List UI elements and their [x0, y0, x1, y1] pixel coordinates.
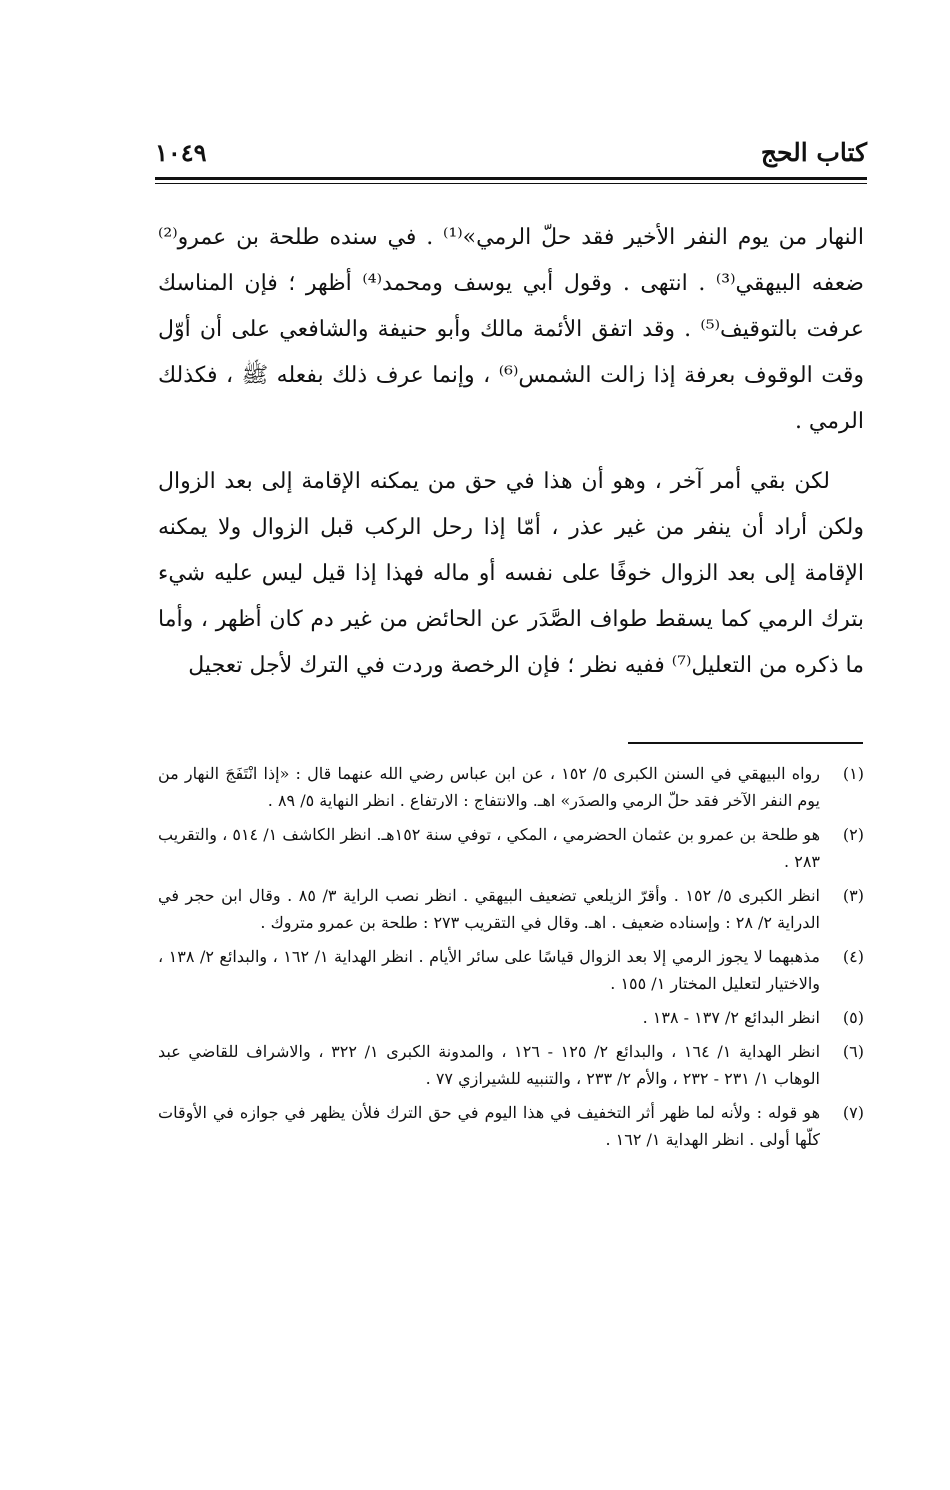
main-text: [158, 215, 864, 689]
footnote-number: (١): [842, 764, 864, 783]
footnote-number: (٧): [842, 1103, 864, 1122]
paragraph-1: النهار من يوم النفر الأخير فقد حلّ الرمي»⁽¹⁾ . في سنده طلحة بن عمرو⁽²⁾ ضعفه البيهقي⁽³⁾ . انتهى . وقول أبي يوسف ومحمد⁽⁴⁾ أظهر ؛ فإن المناسك عرفت بالتوقيف⁽⁵⁾ . وقد اتفق الأئمة مالك وأبو حنيفة والشافعي على أن أوّل وقت الوقوف بعرفة إذا زالت الشمس⁽⁶⁾ ، وإنما عرف ذلك بفعله ﷺ ، فكذلك الرمي .: [158, 225, 865, 434]
footnote-number: (٣): [842, 886, 864, 905]
footnote: [158, 1038, 864, 1092]
footnote: [158, 1099, 864, 1153]
chapter-title: كتاب الحج: [760, 138, 867, 167]
footnote: [158, 821, 864, 875]
footnote-text: انظر الكبرى ٥/ ١٥٢ . وأقرّ الزيلعي تضعيف البيهقي . انظر نصب الراية ٣/ ٨٥ . وقال ابن حجر في الدراية ٢/ ٢٨ : وإسناده ضعيف . اهـ. وقال في التقريب ٢٧٣ : طلحة بن عمرو متروك .: [158, 886, 821, 932]
footnote-number: (٤): [842, 947, 864, 966]
footnote-text: مذهبهما لا يجوز الرمي إلا بعد الزوال قياسًا على سائر الأيام . انظر الهداية ١/ ١٦٢ ، والبدائع ٢/ ١٣٨ ، والاختيار لتعليل المختار ١/ ١٥٥ .: [158, 947, 821, 993]
footnote-number: (٥): [842, 1008, 864, 1027]
header-rule-thin: [155, 183, 867, 184]
footnote-text: هو قوله : ولأنه لما ظهر أثر التخفيف في هذا اليوم في حق الترك فلأن يظهر في جوازه في الأوقات كلّها أولى . انظر الهداية ١/ ١٦٢ .: [158, 1103, 820, 1149]
footnote-number: (٢): [842, 825, 864, 844]
footnote: [158, 760, 864, 814]
footnote-separator: [628, 742, 863, 744]
footnote-number: (٦): [842, 1042, 864, 1061]
footnote-text: انظر البدائع ٢/ ١٣٧ - ١٣٨ .: [642, 1008, 820, 1027]
footnote-text: انظر الهداية ١/ ١٦٤ ، والبدائع ٢/ ١٢٥ - ١٢٦ ، والمدونة الكبرى ١/ ٣٢٢ ، والاشراف للقاضي عبد الوهاب ١/ ٢٣١ - ٢٣٢ ، والأم ٢/ ٢٣٣ ، والتنبيه للشيرازي ٧٧ .: [158, 1042, 821, 1088]
footnote: [158, 882, 864, 936]
footnote: [158, 943, 864, 997]
footnote-text: هو طلحة بن عمرو بن عثمان الحضرمي ، المكي ، توفي سنة ١٥٢هـ. انظر الكاشف ١/ ٥١٤ ، والتقريب ٢٨٣ .: [158, 825, 821, 871]
footnote: [158, 1004, 864, 1031]
footnotes: [158, 760, 864, 1160]
header-rule-thick: [155, 177, 867, 180]
footnote-text: رواه البيهقي في السنن الكبرى ٥/ ١٥٢ ، عن ابن عباس رضي الله عنهما قال : «إذا انْتَفَجَ النهار من يوم النفر الآخر فقد حلّ الرمي والصدَر» اهـ. والانتفاج : الارتفاع . انظر النهاية ٥/ ٨٩ .: [158, 764, 821, 810]
page-number: ١٠٤٩: [155, 138, 207, 167]
paragraph-2: لكن بقي أمر آخر ، وهو أن هذا في حق من يمكنه الإقامة إلى بعد الزوال ولكن أراد أن ينفر من غير عذر ، أمّا إذا رحل الركب قبل الزوال ولا يمكنه الإقامة إلى بعد الزوال خوفًا على نفسه أو ماله فهذا إذا قيل ليس عليه شيء بترك الرمي كما يسقط طواف الصَّدَر عن الحائض من غير دم كان أظهر ، وأما ما ذكره من التعليل⁽⁷⁾ ففيه نظر ؛ فإن الرخصة وردت في الترك لأجل تعجيل: [158, 469, 864, 678]
running-header: [155, 138, 867, 174]
